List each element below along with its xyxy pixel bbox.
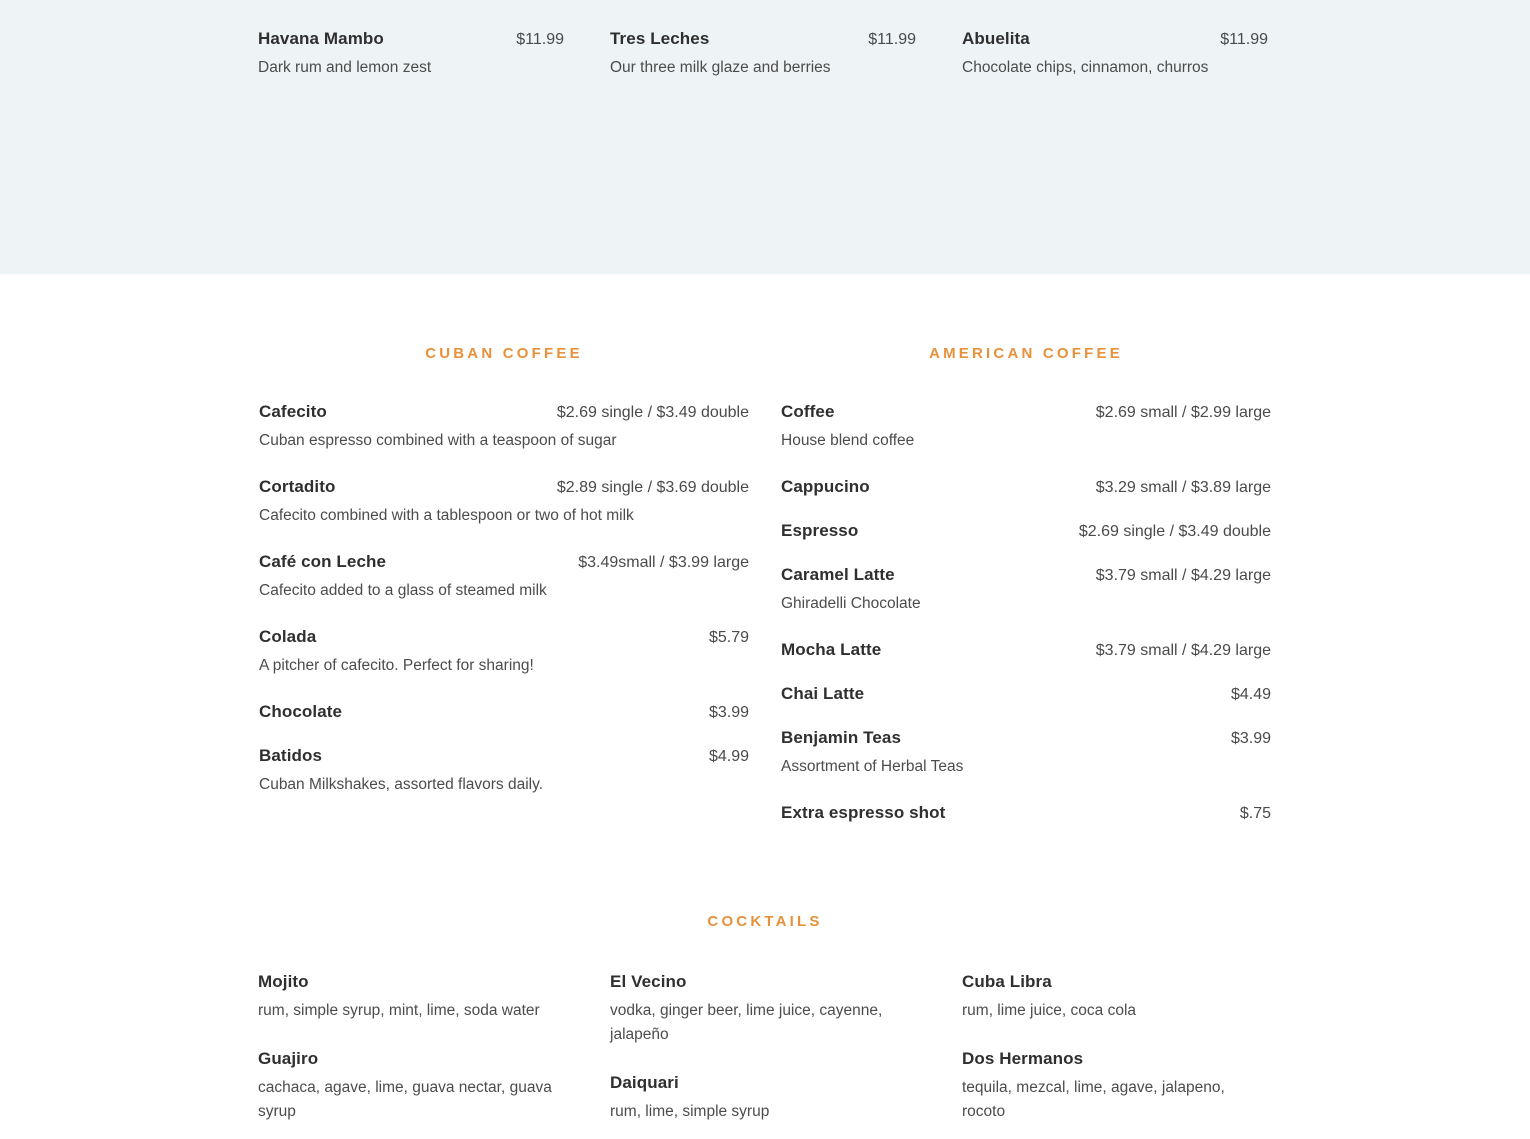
menu-item-head [781,521,1271,541]
menu-item-head [781,728,1271,748]
menu-item-name: Abuelita [962,29,1030,49]
menu-item-description: vodka, ginger beer, lime juice, cayenne, jalapeño [610,1002,883,1044]
menu-item-head [259,552,749,572]
menu-item-description [962,0,1268,3]
menu-item-description: cachaca, agave, lime, guava nectar, guava syrup [258,1079,552,1121]
menu-item-name: Havana Mambo [258,29,384,49]
menu-item-name: Extra espresso shot [781,803,946,823]
menu-item-name: Chocolate [259,702,343,722]
coffee-section [0,345,1530,847]
menu-item-head [258,972,558,992]
menu-item [258,1049,558,1124]
menu-item-head [781,565,1271,585]
menu-item-name: Espresso [781,521,859,541]
menu-item-description [258,0,564,3]
menu-item [781,803,1271,823]
menu-item-head [962,29,1268,49]
menu-item-price: $11.99 [1220,31,1268,49]
cocktails-section [0,913,1530,1139]
menu-item [962,1049,1262,1124]
menu-item-name: Café con Leche [259,552,387,572]
dessert-column-1 [258,0,610,106]
menu-item [781,565,1271,616]
menu-item-name: Cafecito [259,402,327,421]
menu-item-name: Cuba Libra [962,972,1052,991]
menu-item [259,746,749,797]
menu-item-name: Caramel Latte [781,565,895,585]
menu-item-head [610,1073,910,1093]
cocktails-column-1 [258,972,610,1139]
menu-item [259,627,749,678]
menu-item-description: rum, lime juice, coca cola [962,1002,1137,1019]
menu-item [610,1073,910,1124]
menu-item [781,521,1271,541]
american-coffee-list [781,402,1271,847]
menu-item-head [610,29,916,49]
menu-item-head [259,402,749,422]
menu-item [258,29,564,80]
coffee-columns [259,402,1271,847]
menu-item [781,640,1271,660]
menu-item-name: Cortadito [259,477,336,497]
menu-item-name: Mocha Latte [781,640,882,660]
menu-item-head [258,29,564,49]
menu-item [781,684,1271,704]
menu-item-name: Daiquari [610,1073,679,1093]
cocktails-column-2 [610,972,962,1139]
cocktails-column-3 [962,972,1314,1139]
menu-item-name: Tres Leches [610,29,710,49]
menu-item-head [259,746,749,766]
menu-item-name: Colada [259,627,317,647]
menu-item [259,402,749,453]
menu-item-name: Coffee [781,402,835,421]
dessert-column-3 [962,0,1314,106]
menu-item [259,477,749,528]
menu-item-price: $11.99 [516,31,564,49]
menu-item [259,702,749,722]
cuban-coffee-title: CUBAN COFFEE [425,345,583,362]
menu-item-description: Our three milk glaze and berries [610,59,831,77]
menu-item-head [781,640,1271,660]
menu-item-price: $4.49 [1230,686,1271,704]
menu-item-price: $.75 [1239,805,1271,823]
menu-item-description: rum, lime, simple syrup [610,1103,770,1121]
menu-item [781,728,1271,779]
menu-item-head [258,1049,558,1069]
menu-item-head [781,684,1271,704]
menu-item-name: Cappucino [781,477,870,497]
menu-item-price: $3.29 small / $3.89 large [1095,479,1271,497]
menu-item-head [962,972,1262,992]
menu-item [610,29,916,80]
menu-item-price: $2.69 single / $3.49 double [1078,523,1271,541]
menu-item-description: Chocolate chips, cinnamon, churros [962,59,1209,77]
menu-item-description: A pitcher of cafecito. Perfect for sharing! [259,657,534,675]
menu-item-description: Cafecito added to a glass of steamed milk [259,582,547,600]
menu-item-head [962,1049,1262,1069]
menu-item-name: Guajiro [258,1049,319,1069]
menu-item-name: Benjamin Teas [781,728,902,748]
menu-item [610,0,916,3]
menu-item-description: Dark rum and lemon zest [258,59,432,77]
menu-item-price: $3.99 [1230,730,1271,748]
coffee-section-titles [259,345,1271,362]
cuban-coffee-list [259,402,749,847]
menu-item-description: House blend coffee [781,432,915,449]
menu-item-description: tequila, mezcal, lime, agave, jalapeno, rocoto [962,1079,1225,1121]
menu-item-price: $2.69 small / $2.99 large [1095,404,1271,421]
menu-item-price: $4.99 [708,748,749,766]
menu-item-head [259,627,749,647]
menu-item-price: $2.69 single / $3.49 double [556,404,749,421]
menu-item [962,972,1262,1023]
menu-item-price: $3.49small / $3.99 large [578,554,749,572]
cocktails-title: COCKTAILS [707,913,823,930]
menu-item [259,552,749,603]
menu-item-price: $3.99 [708,704,749,722]
menu-item-head [259,702,749,722]
cocktails-grid [258,972,1318,1139]
menu-item-name: Batidos [259,746,323,766]
menu-item-price: $3.79 small / $4.29 large [1095,567,1271,585]
menu-item-head [781,803,1271,823]
menu-item [258,0,564,3]
menu-item [962,29,1268,80]
menu-item-name: Chai Latte [781,684,865,704]
menu-item-description: Ghiradelli Chocolate [781,595,921,613]
menu-item-head [610,972,910,992]
menu-item-price: $2.89 single / $3.69 double [556,479,749,497]
menu-item-description: Cafecito combined with a tablespoon or two of hot milk [259,507,634,525]
menu-item-description: Cuban espresso combined with a teaspoon of sugar [259,432,617,449]
menu-item-price: $3.79 small / $4.29 large [1095,642,1271,660]
menu-item-head [781,402,1271,422]
menu-item [781,402,1271,453]
american-coffee-title: AMERICAN COFFEE [929,345,1123,362]
menu-item-name: Dos Hermanos [962,1049,1084,1069]
menu-item [962,0,1268,3]
menu-item-head [259,477,749,497]
dessert-column-2 [610,0,962,106]
menu-item-description: Cuban Milkshakes, assorted flavors daily. [259,776,544,794]
menu-item-description [610,0,916,3]
menu-item-name: El Vecino [610,972,687,991]
dessert-section-grid [258,0,1314,106]
menu-item [781,477,1271,497]
menu-item-description: Assortment of Herbal Teas [781,758,964,776]
menu-item-description: rum, simple syrup, mint, lime, soda water [258,1002,540,1019]
menu-item-price: $5.79 [708,629,749,647]
menu-item-name: Mojito [258,972,309,991]
menu-item-head [781,477,1271,497]
menu-item-price: $11.99 [868,31,916,49]
menu-item [258,972,558,1023]
menu-item [610,972,910,1047]
